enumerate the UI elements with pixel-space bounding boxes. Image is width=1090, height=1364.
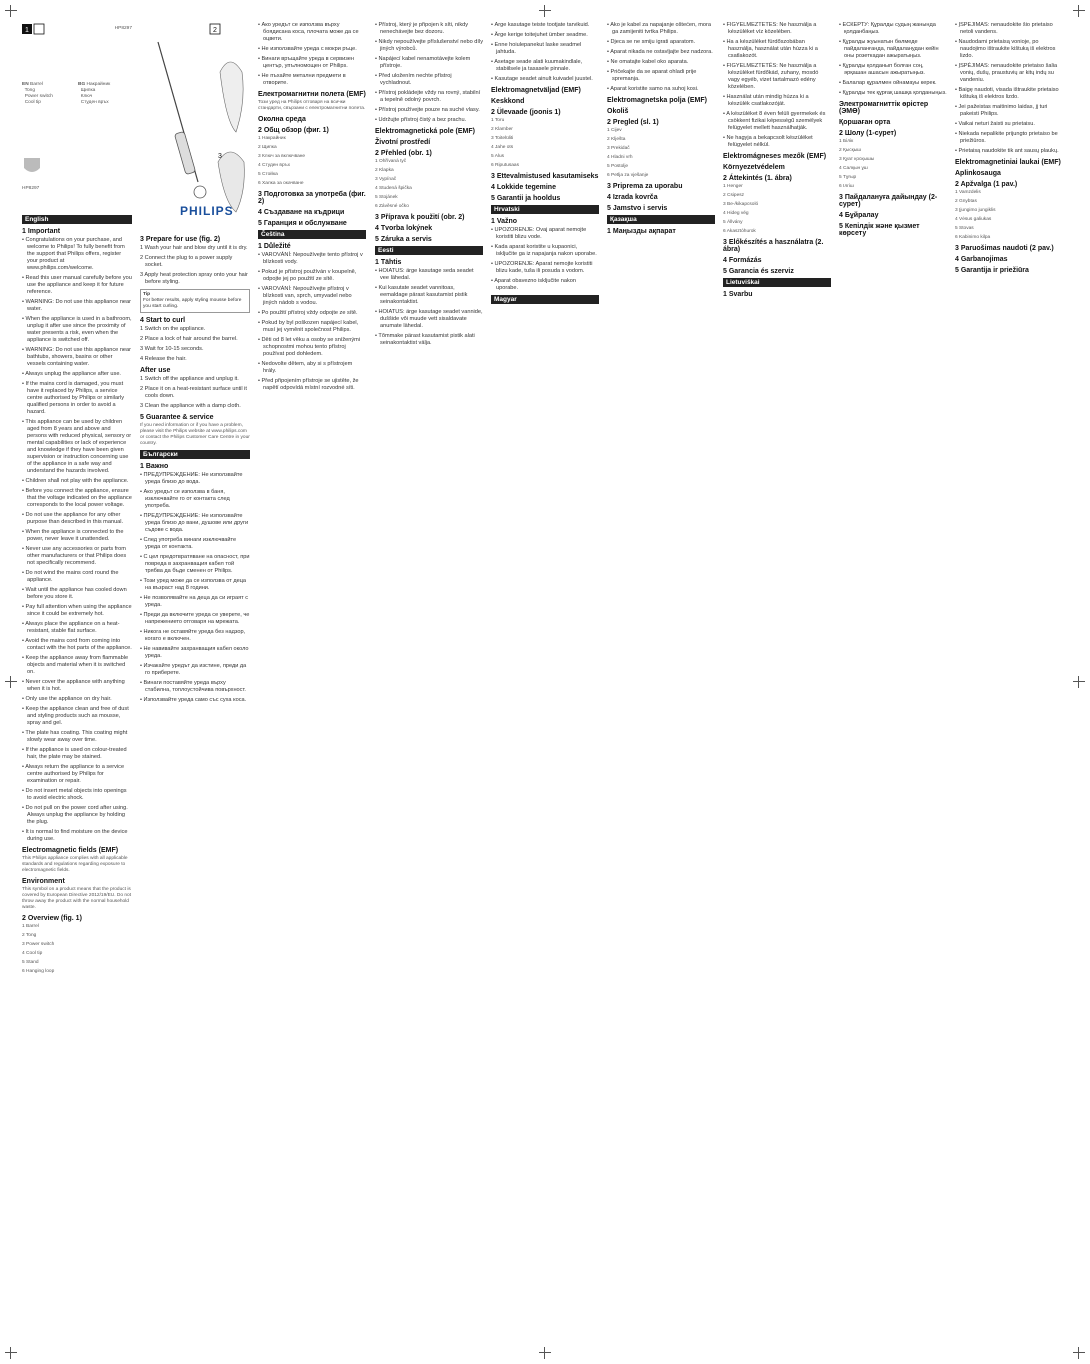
safety-item: • It is normal to find moisture on the device during use.: [22, 829, 128, 842]
heading-environment: Environment: [22, 878, 65, 885]
crop-mark-left-center: [5, 676, 17, 688]
overview-item: 5 Тұғыр: [839, 175, 857, 180]
safety-item: • ПРЕДУПРЕЖДЕНИЕ: Не използвайте уреда близо до вода.: [140, 472, 243, 485]
safety-item: • Keep the appliance away from flammable objects and material when it is switched on.: [22, 655, 129, 675]
column-8: [839, 22, 947, 239]
safety-item: • Do not pull on the power cord after using. Always unplug the appliance by holding the plug.: [22, 805, 128, 825]
heading-prepare: 3 Prepare for use (fig. 2): [140, 236, 221, 243]
safety-item: • Nedovolte dětem, aby si s přístrojem hrály.: [258, 361, 353, 374]
safety-item: • Avoid the mains cord from coming into contact with the hot parts of the appliance.: [22, 638, 132, 651]
safety-item: • Wait until the appliance has cooled down before you store it.: [22, 587, 127, 600]
curler-illustration: [140, 22, 250, 222]
bulgarian-safety-list-cont: [258, 22, 366, 87]
overview-item: 6 Závěsné očko: [375, 204, 409, 209]
tip-box: [140, 289, 250, 313]
safety-item: • This appliance can be used by children aged from 8 years and above and persons with reduced physical, sensory or mental capabilities or lack of experience and knowledge if they have been given supervision or instruction concerning use of the appliance in a safe way and understand the hazards involved.: [22, 419, 132, 474]
safety-item: • Kasutage seadet ainult kuivadel juustel.: [491, 76, 593, 82]
safety-item: • Asetage seade alati kuumakindlale, stabiilsele ja tasasele pinnale.: [491, 59, 583, 72]
safety-item: • Kada aparat koristite u kupaonici, isključite ga iz napajanja nakon uporabe.: [491, 244, 597, 257]
overview-item: 4 Cool tip: [22, 951, 43, 956]
safety-item: • Използвайте уреда само със суха коса.: [140, 697, 247, 703]
step-item: 2 Place a lock of hair around the barrel.: [140, 336, 238, 342]
heading-et-curl: 4 Lokkide tegemine: [491, 184, 556, 191]
lt-overview-list: [955, 190, 1063, 241]
overview-item: 5 Állvány: [723, 220, 743, 225]
safety-item: • Ако уредът се използва върху боядисана коса, плочата може да се оцвети.: [258, 22, 359, 42]
heading-overview: 2 Overview (fig. 1): [22, 915, 82, 922]
heading-hr-emf: Elektromagnetska polja (EMF): [607, 97, 707, 104]
heading-bg-prepare: 3 Подготовка за употреба (фиг. 2): [258, 191, 366, 205]
heading-hr-prepare: 3 Priprema za uporabu: [607, 183, 683, 190]
safety-item: • Құралды тек құрғақ шашқа қолданыңыз.: [839, 90, 947, 96]
heading-hr-env: Okoliš: [607, 108, 629, 115]
safety-item: • Prietaisą naudokite tik ant sausų plaukų.: [955, 148, 1059, 154]
safety-item: • Ärge kerige toitejuhet ümber seadme.: [491, 32, 588, 38]
column-5: [491, 22, 599, 307]
lang-code-en: EN: [22, 82, 29, 87]
safety-item: • UPOZORENJE: Aparat nemojte koristiti blizu kade, tuša ili posuda s vodom.: [491, 261, 593, 274]
safety-item: • Ne hagyja a bekapcsolt készüléket felügyelet nélkül.: [723, 135, 813, 148]
overview-item: 1 Henger: [723, 184, 743, 189]
overview-item: 6 Ілгіш: [839, 184, 854, 189]
section-lithuanian: Lietuviškai: [723, 278, 831, 287]
heading-curl: 4 Start to curl: [140, 317, 186, 324]
prepare-list: [140, 245, 250, 286]
overview-item: 6 Kabinimo kilpa: [955, 235, 991, 240]
overview-item: 5 Stovas: [955, 226, 974, 231]
safety-item: • Enne hoiulepanekut laske seadmel jahtuda.: [491, 42, 582, 55]
safety-item: • Құралды жуынатын бөлмеде пайдаланғанда, пайдаланудан кейін оны розеткадан ажыратыңыз.: [839, 39, 939, 59]
heading-hr-guarantee: 5 Jamstvo i servis: [607, 205, 668, 212]
czech-safety-list: [258, 252, 366, 392]
safety-item: • Ärge kasutage teiste tootjate tarvikuid.: [491, 22, 590, 28]
safety-item: • Před připojením přístroje se ujistěte, že napětí odpovídá místní rozvodné síti.: [258, 378, 359, 391]
overview-item: 6 Халка за окачване: [258, 181, 304, 186]
cs-overview-list: [375, 159, 483, 210]
step-item: 3 Apply heat protection spray onto your hair before styling.: [140, 272, 248, 285]
safety-item: • Aparat obavezno isključite nakon uporabe.: [491, 278, 576, 291]
overview-item: 5 Stojánek: [375, 195, 398, 200]
safety-item: • Pokud by byl poškozen napájecí kabel, musí jej vyměnit společnost Philips.: [258, 320, 359, 333]
crop-mark-bottom-center: [539, 1347, 551, 1359]
safety-item: • VAROVÁNÍ: Nepoužívejte přístroj v blízkosti van, sprch, umyvadel nebo jiných nádob s vodou.: [258, 286, 352, 306]
safety-item: • ĮSPĖJIMAS: nenaudokite šio prietaiso netoli vandens.: [955, 22, 1053, 35]
safety-item: • When the appliance is used in a bathroom, unplug it after use since the proximity of water presents a risk, even when the appliance is switched off.: [22, 316, 132, 343]
safety-item: • Винаги поставяйте уреда върху стабилна, топлоустойчива повърхност.: [140, 680, 246, 693]
step-item: 3 Clean the appliance with a damp cloth.: [140, 403, 241, 409]
overview-item: 4 Салқын ұш: [839, 166, 868, 171]
overview-item: 4 Vėsus galiukas: [955, 217, 992, 222]
safety-item: • Always return the appliance to a service centre authorised by Philips for examination or repair.: [22, 764, 125, 784]
safety-item: • Read this user manual carefully before you use the appliance and keep it for future reference.: [22, 275, 132, 295]
safety-item: • FIGYELMEZTETÉS: Ne használja a készüléket fürdőkád, zuhany, mosdó vagy egyéb, vizet tartalmazó edény közelében.: [723, 63, 819, 90]
heading-lt-important: 1 Svarbu: [723, 291, 753, 298]
heading-cs-prepare: 3 Příprava k použití (obr. 2): [375, 214, 465, 221]
heading-kk-overview: 2 Шолу (1-сурет): [839, 130, 897, 137]
heading-after-use: After use: [140, 367, 171, 374]
safety-item: • Преди да включите уреда се уверете, че напрежението отговаря на мрежата.: [140, 612, 250, 625]
et-overview-list: [491, 118, 599, 169]
heading-kk-curl: 4 Бұйралау: [839, 212, 879, 219]
heading-bg-overview: 2 Общ обзор (фиг. 1): [258, 127, 329, 134]
safety-item: • When the appliance is connected to the power, never leave it unattended.: [22, 529, 124, 542]
heading-bg-emf: Електромагнитни полета (EMF): [258, 91, 366, 98]
overview-item: 2 Gnybtas: [955, 199, 977, 204]
safety-item: • Always unplug the appliance after use.: [22, 371, 121, 377]
safety-item: • Құралды қолданып болған соң, әрқашан ашасын ажыратыңыз.: [839, 63, 925, 76]
safety-item: • HOIATUS: ärge kasutage seadet vannide, duššide või muude vett sisaldavate anumate lähedal.: [375, 309, 483, 329]
safety-item: • HOIATUS: ärge kasutage seda seadet vee lähedal.: [375, 268, 474, 281]
safety-item: • Tõmmake pärast kasutamist pistik alati seinakontaktist välja.: [375, 333, 475, 346]
safety-item: • Never cover the appliance with anything when it is hot.: [22, 679, 125, 692]
safety-item: • Baigę naudoti, visada ištraukite prietaiso kištuką iš elektros lizdo.: [955, 87, 1059, 100]
safety-item: • Do not insert metal objects into openings to avoid electric shock.: [22, 788, 127, 801]
safety-item: • Always place the appliance on a heat-resistant, stable flat surface.: [22, 621, 120, 634]
safety-item: • A készüléket 8 éven felüli gyermekek és csökkent fizikai képességű személyek felügyelet mellett használhatják.: [723, 111, 826, 131]
safety-item: • Nikdy nepoužívejte příslušenství nebo díly jiných výrobců.: [375, 39, 483, 52]
safety-item: • Használat után mindig húzza ki a készülék csatlakozóját.: [723, 94, 809, 107]
overview-item: 3 Қуат қосқышы: [839, 157, 875, 162]
step-item: 1 Switch off the appliance and unplug it.: [140, 376, 239, 382]
curl-list: [140, 326, 250, 363]
overview-item: 6 Akasztóhurok: [723, 229, 756, 234]
estonian-safety-list: [375, 268, 483, 347]
section-bulgarian: Български: [140, 450, 250, 459]
heading-kk-guarantee: 5 Кепілдік және қызмет көрсету: [839, 223, 920, 237]
safety-item: • Не навивайте захранващия кабел около уреда.: [140, 646, 249, 659]
heading-important: 1 Important: [22, 228, 61, 235]
heading-cs-curl: 4 Tvorba lokýnek: [375, 225, 433, 232]
step-item: 3 Wait for 10-15 seconds.: [140, 346, 204, 352]
hr-overview-list: [607, 128, 715, 179]
heading-kk-env: Қоршаған орта: [839, 119, 891, 126]
safety-item: • Přístroj pokládejte vždy na rovný, stabilní a tepelně odolný povrch.: [375, 90, 481, 103]
overview-item: 4 Jahe ots: [491, 145, 514, 150]
heading-hu-overview: 2 Áttekintés (1. ábra): [723, 175, 792, 182]
heading-hu-emf: Elektromágneses mezők (EMF): [723, 153, 827, 160]
safety-item: • UPOZORENJE: Ovaj aparat nemojte koristiti blizu vode.: [491, 227, 587, 240]
section-croatian: Hrvatski: [491, 205, 599, 214]
section-estonian: Eesti: [375, 246, 483, 255]
safety-item: • Jei pažeistas maitinimo laidas, jį turi pakeisti Philips.: [955, 104, 1048, 117]
fig-label-1: 1: [25, 27, 29, 34]
column-6: [607, 22, 715, 237]
heading-cs-overview: 2 Přehled (obr. 1): [375, 150, 432, 157]
heading-cs-env: Životní prostředí: [375, 139, 431, 146]
heading-lt-emf: Elektromagnetiniai laukai (EMF): [955, 159, 1061, 166]
safety-item: • Never use any accessories or parts from other manufacturers or that Philips does not specifically recommend.: [22, 546, 127, 566]
overview-item: 6 Riputusaas: [491, 163, 519, 168]
column-3: [258, 22, 366, 395]
overview-item: 2 Klapka: [375, 168, 394, 173]
heading-et-guarantee: 5 Garantii ja hooldus: [491, 195, 561, 202]
overview-item: 1 Cijev: [607, 128, 622, 133]
heading-bg-important: 1 Важно: [140, 463, 169, 470]
safety-item: • Children shall not play with the appliance.: [22, 478, 129, 484]
heading-lt-guarantee: 5 Garantija ir priežiūra: [955, 267, 1029, 274]
safety-item: • Before you connect the appliance, ensure that the voltage indicated on the appliance corresponds to the local power voltage.: [22, 488, 132, 508]
heading-cs-emf: Elektromagnetická pole (EMF): [375, 128, 475, 135]
safety-item: • Congratulations on your purchase, and welcome to Philips! To fully benefit from the support that Philips offers, register your product at www.philips.com/welcome.: [22, 237, 125, 271]
overview-item: 3 Ключ за включване: [258, 154, 306, 159]
overview-item: 2 Klamber: [491, 127, 513, 132]
safety-item: • WARNING: Do not use this appliance near water.: [22, 299, 132, 312]
crop-mark-top-center: [539, 5, 551, 17]
safety-item: • Napájecí kabel nenamotávejte kolem přístroje.: [375, 56, 471, 69]
overview-item: 3 Vypínač: [375, 177, 397, 182]
croatian-safety-list: [491, 227, 599, 292]
overview-item: 3 Toitelüliti: [491, 136, 514, 141]
parts-list-bg: [78, 82, 132, 106]
overview-item: 6 Hanging loop: [22, 969, 55, 974]
crop-mark-top-left: [5, 5, 17, 17]
product-code: HP8297: [114, 26, 132, 31]
cover-area: [22, 22, 132, 142]
environment-text: This symbol on a product means that the product is covered by European Directive 2012/19/EU. Do not throw away the product with the normal household waste.: [22, 887, 132, 910]
safety-item: • ЕСКЕРТУ: Құралды судың жанында қолданбаңыз.: [839, 22, 936, 35]
overview-item: 1 Накрайник: [258, 136, 286, 141]
overview-item: 4 Studená špička: [375, 186, 412, 191]
lang-code-bg: BG: [78, 82, 86, 87]
part-label: Tong: [24, 88, 35, 93]
heading-emf: Electromagnetic fields (EMF): [22, 847, 119, 854]
philips-shield-icon: [22, 156, 42, 176]
safety-item: • Děti od 8 let věku a osoby se sníženými schopnostmi mohou tento přístroj používat pod dohledem.: [258, 337, 361, 357]
heading-lt-overview: 2 Apžvalga (1 pav.): [955, 181, 1018, 188]
after-use-list: [140, 376, 250, 410]
overview-item: 2 Tong: [22, 933, 37, 938]
tip-text: For better results, apply styling mousse before you start curling.: [143, 298, 242, 309]
heading-hr-overview: 2 Pregled (sl. 1): [607, 119, 659, 126]
hungarian-safety-list: [723, 22, 831, 149]
overview-item: 2 Щипка: [258, 145, 277, 150]
column-9: [955, 22, 1063, 276]
safety-item: • Naudodami prietaisą vonioje, po naudojimo ištraukite kištuką iš elektros lizdo.: [955, 39, 1056, 59]
heading-et-important: 1 Tähtis: [375, 259, 402, 266]
section-english: English: [22, 215, 132, 224]
heading-lt-curl: 4 Garbanojimas: [955, 256, 1008, 263]
hu-overview-list: [723, 184, 831, 235]
heading-et-emf: Elektromagnetväljad (EMF): [491, 87, 581, 94]
illustration-area: [140, 22, 250, 232]
heading-hu-guarantee: 5 Garancia és szerviz: [723, 268, 794, 275]
safety-item: • Този уред може да се използва от деца на възраст над 8 години.: [140, 578, 247, 591]
heading-hu-env: Környezetvédelem: [723, 164, 785, 171]
lithuanian-safety-list: [955, 22, 1063, 155]
kazakh-safety-list: [839, 22, 947, 97]
overview-item: 5 Alus: [491, 154, 505, 159]
safety-item: • С цел предотвратяване на опасност, при повреда в захранващия кабел той трябва да бъде сменен от Philips.: [140, 554, 250, 574]
overview-item: 4 Студен връх: [258, 163, 291, 168]
step-item: 2 Place it on a heat-resistant surface until it cools down.: [140, 386, 247, 399]
seal-area: [22, 142, 132, 212]
svg-text:3: 3: [218, 153, 222, 160]
heading-bg-env: Околна среда: [258, 116, 306, 123]
part-label: Barrel: [30, 82, 43, 87]
heading-bg-guarantee: 5 Гаранция и обслужване: [258, 220, 347, 227]
emf-text: This Philips appliance complies with all applicable standards and regulations regarding exposure to electromagnetic fields.: [22, 856, 128, 873]
overview-item: 1 Vamzdelis: [955, 190, 981, 195]
bg-overview-list: [258, 136, 366, 187]
overview-item: 1 Barrel: [22, 924, 39, 929]
step-item: 1 Switch on the appliance.: [140, 326, 206, 332]
safety-item: • Не използвайте уреда с мокри ръце.: [258, 46, 357, 52]
section-czech: Čeština: [258, 230, 366, 239]
heading-hu-curl: 4 Formázás: [723, 257, 762, 264]
crop-mark-bottom-right: [1073, 1347, 1085, 1359]
column-4: [375, 22, 483, 350]
part-label: Накрайник: [86, 82, 111, 87]
heading-kk-emf: Электромагниттік өрістер (ЭМӨ): [839, 101, 929, 115]
heading-kk-prepare: 3 Пайдалануға дайындау (2-сурет): [839, 194, 938, 208]
heading-et-env: Keskkond: [491, 98, 525, 105]
overview-item: 1 Ohřívaná tyč: [375, 159, 407, 164]
overview-item: 5 Стойка: [258, 172, 278, 177]
safety-item: • Niekada nepalikite prijungto prietaiso be priežiūros.: [955, 131, 1058, 144]
safety-item: • Балалар құралмен ойнамауы керек.: [839, 80, 937, 86]
overview-item: 3 Prekidač: [607, 146, 630, 151]
heading-cs-guarantee: 5 Záruka a servis: [375, 236, 432, 243]
safety-item: • Никога не оставяйте уреда без надзор, когато е включен.: [140, 629, 246, 642]
safety-item: • FIGYELMEZTETÉS: Ne használja a készüléket víz közelében.: [723, 22, 817, 35]
heading-bg-curl: 4 Създаване на къдрици: [258, 209, 345, 216]
part-label: Power switch: [24, 94, 53, 99]
overview-item: 2 Қысқыш: [839, 148, 862, 153]
safety-item: • Винаги връщайте уреда в сервизен център, упълномощен от Philips.: [258, 56, 354, 69]
column-2: [140, 22, 250, 707]
crop-mark-right-center: [1073, 676, 1085, 688]
heading-et-prepare: 3 Ettevalmistused kasutamiseks: [491, 173, 599, 180]
safety-item: • Udržujte přístroj čistý a bez prachu.: [375, 117, 467, 123]
tip-label: Tip: [143, 292, 151, 297]
bulgarian-safety-list: [140, 472, 250, 704]
safety-item: • Do not use the appliance for any other purpose than described in this manual.: [22, 512, 124, 525]
safety-item: • Vaikai neturi žaisti su prietaisu.: [955, 121, 1035, 127]
safety-item: • Djeca se ne smiju igrati aparatom.: [607, 39, 696, 45]
parts-list-en: [22, 82, 82, 106]
step-item: 1 Wash your hair and blow dry until it is dry.: [140, 245, 248, 251]
part-label: Студен връх: [80, 100, 109, 105]
safety-item: • След употреба винаги изключвайте уреда от контакта.: [140, 537, 237, 550]
english-safety-list: [22, 237, 132, 843]
safety-item: • Не позволявайте на деца да си играят с уреда.: [140, 595, 249, 608]
safety-item: • Do not wind the mains cord round the appliance.: [22, 570, 119, 583]
safety-item: • Před uložením nechte přístroj vychladnout.: [375, 73, 452, 86]
heading-hr-important: 1 Važno: [491, 218, 518, 225]
column-1: [22, 22, 132, 978]
overview-item: 2 Csipesz: [723, 193, 745, 198]
safety-item: • ПРЕДУПРЕЖДЕНИЕ: Не използвайте уреда близо до вани, душове или други съдове с вода.: [140, 513, 249, 533]
safety-item: • Изчакайте уредът да изстине, преди да го приберете.: [140, 663, 247, 676]
safety-item: • If the mains cord is damaged, you must have it replaced by Philips, a service centre authorised by Philips or similarly qualified persons in order to avoid a hazard.: [22, 381, 124, 415]
safety-item: • Přístroj, který je připojen k síti, nikdy nenechávejte bez dozoru.: [375, 22, 469, 35]
cover-product-code: HP8297: [22, 186, 40, 191]
heading-lt-env: Aplinkosauga: [955, 170, 1001, 177]
safety-item: • Pay full attention when using the appliance since it could be extremely hot.: [22, 604, 132, 617]
bg-emf-text: Този уред на Philips отговаря на всички стандарти, свързани с електромагнитни полета.: [258, 100, 366, 111]
safety-item: • ĮSPĖJIMAS: nenaudokite prietaiso šalia vonių, dušų, praustuvių ar kitų indų su vandeniu.: [955, 63, 1058, 83]
safety-item: • Aparat nikada ne ostavljajte bez nadzora.: [607, 49, 713, 55]
safety-item: • Pokud je přístroj používán v koupelně, odpojte jej po použití ze sítě.: [258, 269, 357, 282]
estonian-safety-list-cont: [491, 22, 599, 83]
overview-item: 3 Be-/kikapcsoló: [723, 202, 759, 207]
safety-item: • Po použití přístroj vždy odpojte ze sítě.: [258, 310, 358, 316]
safety-item: • Kui kasutate seadet vannitoas, eemaldage pärast kasutamist pistik seinakontaktist.: [375, 285, 468, 305]
column-7: [723, 22, 831, 300]
section-hungarian: Magyar: [491, 295, 599, 304]
heading-cs-important: 1 Důležité: [258, 243, 291, 250]
heading-kk-important: 1 Маңызды ақпарат: [607, 228, 676, 235]
safety-item: • Only use the appliance on dry hair.: [22, 696, 112, 702]
safety-item: • Ако уредът се използва в баня, изключвайте го от контакта след употреба.: [140, 489, 230, 509]
overview-item: 5 Stand: [22, 960, 39, 965]
heading-hu-prepare: 3 Előkészítés a használatra (2. ábra): [723, 239, 824, 253]
step-item: 4 Release the hair.: [140, 356, 187, 362]
safety-item: • If the appliance is used on colour-treated hair, the plate may be stained.: [22, 747, 127, 760]
overview-item: 4 Hideg vég: [723, 211, 749, 216]
safety-item: • Ne omatajte kabel oko aparata.: [607, 59, 689, 65]
overview-item: 3 Įjungimo jungiklis: [955, 208, 996, 213]
heading-guarantee: 5 Guarantee & service: [140, 414, 214, 421]
heading-et-overview: 2 Ülevaade (joonis 1): [491, 109, 561, 116]
safety-item: • Не пъхайте метални предмети в отворите.: [258, 73, 346, 86]
safety-item: • Přístroj používejte pouze na suché vlasy.: [375, 107, 480, 113]
section-kazakh: Қазақша: [607, 215, 715, 224]
overview-item: 1 Toru: [491, 118, 505, 123]
safety-item: • VAROVÁNÍ: Nepoužívejte tento přístroj v blízkosti vody.: [258, 252, 363, 265]
philips-logo: PHILIPS: [180, 204, 234, 218]
croatian-safety-list-cont: [607, 22, 715, 93]
safety-item: • Keep the appliance clean and free of dust and styling products such as mousse, spray and gel.: [22, 706, 129, 726]
svg-text:2: 2: [213, 27, 217, 34]
safety-item: • Ako je kabel za napajanje oštećen, mora ga zamijeniti tvrtka Philips.: [607, 22, 711, 35]
heading-hr-curl: 4 Izrada kovrča: [607, 194, 658, 201]
guarantee-text: If you need information or if you have a problem, please visit the Philips website at www.philips.com or contact the Philips Customer Care Centre in your country.: [140, 423, 250, 446]
crop-mark-top-right: [1073, 5, 1085, 17]
safety-item: • Ha a készüléket fürdőszobában használja, használat után húzza ki a csatlakozót.: [723, 39, 818, 59]
safety-item: • Aparat koristite samo na suhoj kosi.: [607, 86, 699, 92]
safety-item: • The plate has coating. This coating might slowly wear away over time.: [22, 730, 128, 743]
overview-item: 3 Power switch: [22, 942, 55, 947]
crop-mark-bottom-left: [5, 1347, 17, 1359]
part-label: Cool tip: [24, 100, 41, 105]
part-label: Ключ: [80, 94, 93, 99]
overview-item: 5 Postolje: [607, 164, 629, 169]
kk-overview-list: [839, 139, 947, 190]
overview-item: 6 Petlja za vješanje: [607, 173, 649, 178]
step-item: 2 Connect the plug to a power supply socket.: [140, 255, 233, 268]
part-label: Щипка: [80, 88, 96, 93]
overview-item: 4 Hladni vrh: [607, 155, 633, 160]
overview-item: 2 Klješta: [607, 137, 626, 142]
overview-list: [22, 924, 132, 975]
safety-item: • Pričekajte da se aparat ohladi prije spremanja.: [607, 69, 697, 82]
heading-lt-prepare: 3 Paruošimas naudoti (2 pav.): [955, 245, 1054, 252]
overview-item: 1 Білік: [839, 139, 854, 144]
czech-safety-list-cont: [375, 22, 483, 124]
safety-item: • WARNING: Do not use this appliance near bathtubs, showers, basins or other vessels containing water.: [22, 347, 132, 367]
